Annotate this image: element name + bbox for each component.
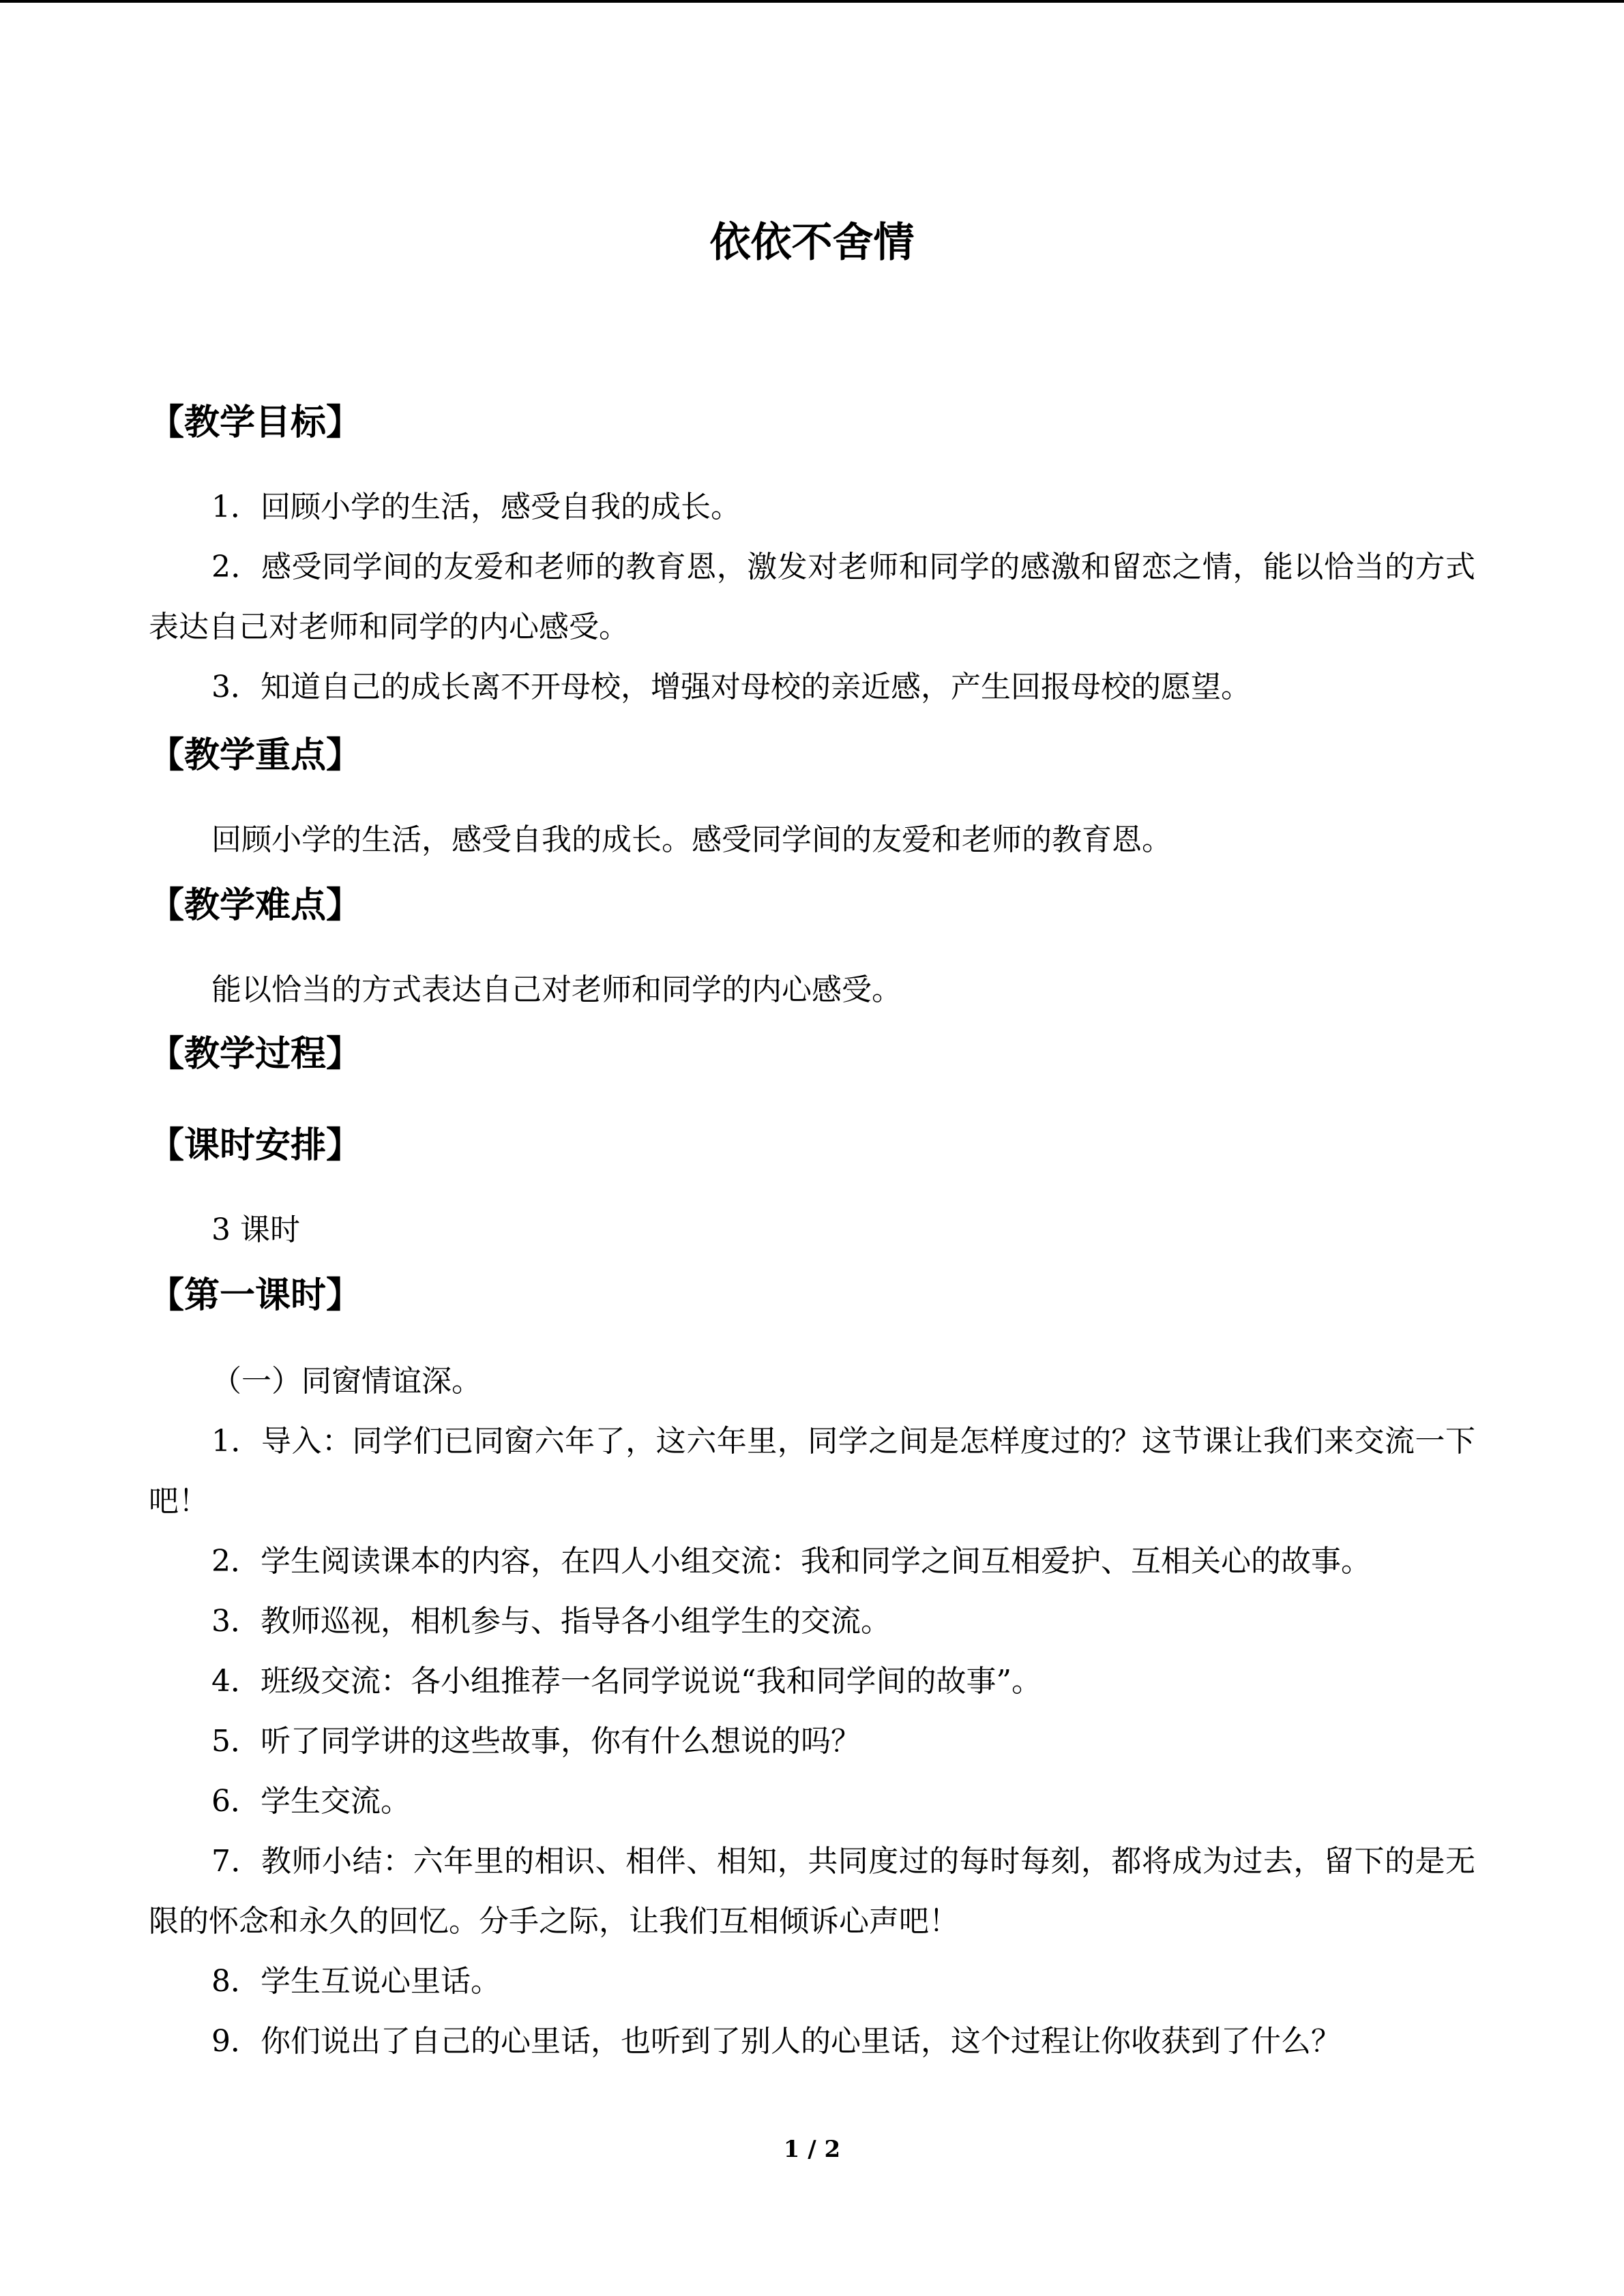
lesson-step-3: 3．教师巡视，相机参与、指导各小组学生的交流。: [211, 1604, 891, 1639]
objective-item-2: 2．感受同学间的友爱和老师的教育恩，激发对老师和同学的感激和留恋之情，能以恰当的方式表达自己对老师和同学的内心感受。: [149, 550, 1475, 644]
schedule-text: 3 课时: [211, 1212, 300, 1247]
page-number: 1 / 2: [783, 2136, 841, 2163]
lesson-step-4: 4．班级交流：各小组推荐一名同学说说“我和同学间的故事”。: [211, 1664, 1042, 1699]
heading-lesson-one: 【第一课时】: [149, 1275, 362, 1316]
key-points-text: 回顾小学的生活，感受自我的成长。感受同学间的友爱和老师的教育恩。: [211, 822, 1172, 857]
objective-item-3: 3．知道自己的成长离不开母校，增强对母校的亲近感，产生回报母校的愿望。: [211, 670, 1251, 704]
difficulties-text: 能以恰当的方式表达自己对老师和同学的内心感受。: [211, 972, 902, 1007]
heading-key-points: 【教学重点】: [149, 735, 362, 776]
lesson-step-9: 9．你们说出了自己的心里话，也听到了别人的心里话，这个过程让你收获到了什么？: [211, 2024, 1341, 2059]
objective-item-1: 1．回顾小学的生活，感受自我的成长。: [211, 490, 741, 524]
heading-difficulties: 【教学难点】: [149, 885, 362, 926]
lesson-step-1: 1．导入：同学们已同窗六年了，这六年里，同学之间是怎样度过的？这节课让我们来交流一下吧！: [149, 1424, 1475, 1519]
heading-objectives: 【教学目标】: [149, 402, 362, 443]
lesson-step-7: 7．教师小结：六年里的相识、相伴、相知，共同度过的每时每刻，都将成为过去，留下的是无限的怀念和永久的回忆。分手之际，让我们互相倾诉心声吧！: [149, 1844, 1475, 1939]
lesson-step-2: 2．学生阅读课本的内容，在四人小组交流：我和同学之间互相爱护、互相关心的故事。: [211, 1544, 1371, 1579]
heading-process: 【教学过程】: [149, 1034, 362, 1075]
lesson-step-5: 5．听了同学讲的这些故事，你有什么想说的吗？: [211, 1724, 861, 1759]
document-page: [149, 0, 1475, 2296]
lesson-step-6: 6．学生交流。: [211, 1784, 411, 1819]
lesson-step-8: 8．学生互说心里话。: [211, 1964, 501, 1999]
document-title: 依依不舍情: [709, 219, 915, 267]
heading-schedule: 【课时安排】: [149, 1125, 362, 1166]
lesson-one-subheading: （一）同窗情谊深。: [211, 1364, 482, 1399]
